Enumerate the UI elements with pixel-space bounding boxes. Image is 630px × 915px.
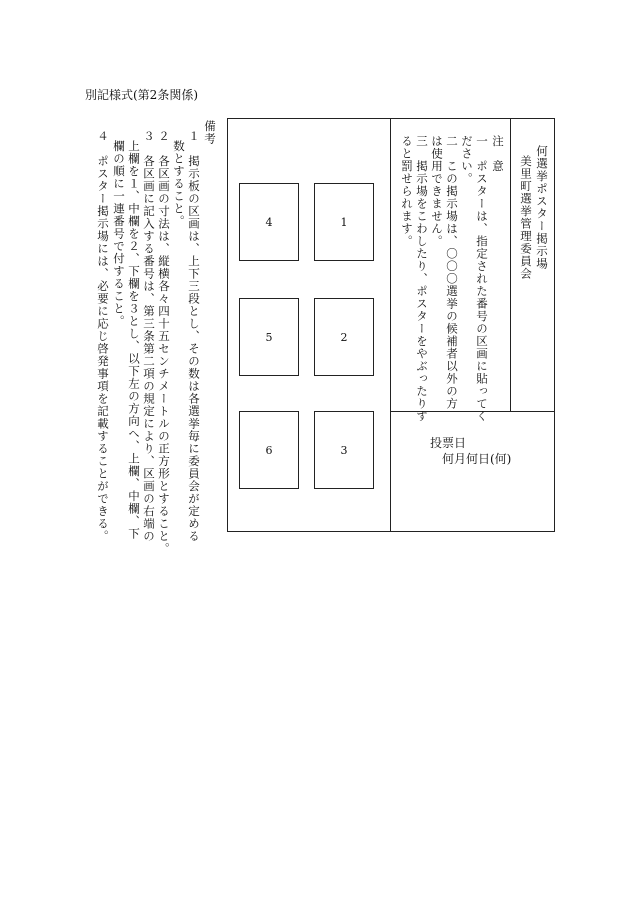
note-line-7: ４ ポスター掲示場には、必要に応じ啓発事項を記載することができる。 [96,130,110,543]
note-line-5: 上欄を１、中欄を２、下欄を３とし、以下左の方向へ、上欄、中欄、下 [127,140,141,540]
section-3: 3 [314,411,374,489]
note-line-6: 欄の順に一連番号で付すること。 [112,140,126,328]
notes-heading: 備考 [203,120,217,145]
section-6: 6 [239,411,299,489]
vote-day-value: 何月何日(何) [442,452,512,466]
note-line-3: ２ 各区画の寸法は、縦横各々四十五センチメートルの正方形とすること。 [157,130,171,555]
caution-line-4: は使用できません。 [430,135,444,248]
caution-line-6: ると罰せられます。 [400,135,414,248]
poster-board [227,118,555,532]
caution-line-2: ださい。 [460,135,474,185]
caution-line-5: 三 掲示場をこわしたり、ポスターをやぶったりす [415,135,429,423]
section-4: 4 [239,183,299,261]
title-divider [510,119,511,411]
note-line-2: 数とすること。 [172,140,186,228]
form-title: 別記様式(第2条関係) [85,88,198,102]
section-2: 2 [314,298,374,376]
note-line-4: ３ 各区画に記入する番号は、第三条第二項の規定により、区画の右端の [142,130,156,543]
committee-name: 美里町選挙管理委員会 [519,155,533,280]
caution-line-1: 一 ポスターは、指定された番号の区画に貼ってく [475,135,489,423]
caution-heading: 注 意 [491,135,505,173]
caution-line-3: 二 この掲示場は、〇〇〇選挙の候補者以外の方 [445,135,459,410]
board-divider-vertical [390,119,391,531]
section-5: 5 [239,298,299,376]
vote-day-label: 投票日 [430,436,467,450]
board-title: 何選挙ポスター掲示場 [535,145,549,270]
section-1: 1 [314,183,374,261]
note-line-1: １ 掲示板の区画は、上下三段とし、その数は各選挙毎に委員会が定める [187,130,201,543]
